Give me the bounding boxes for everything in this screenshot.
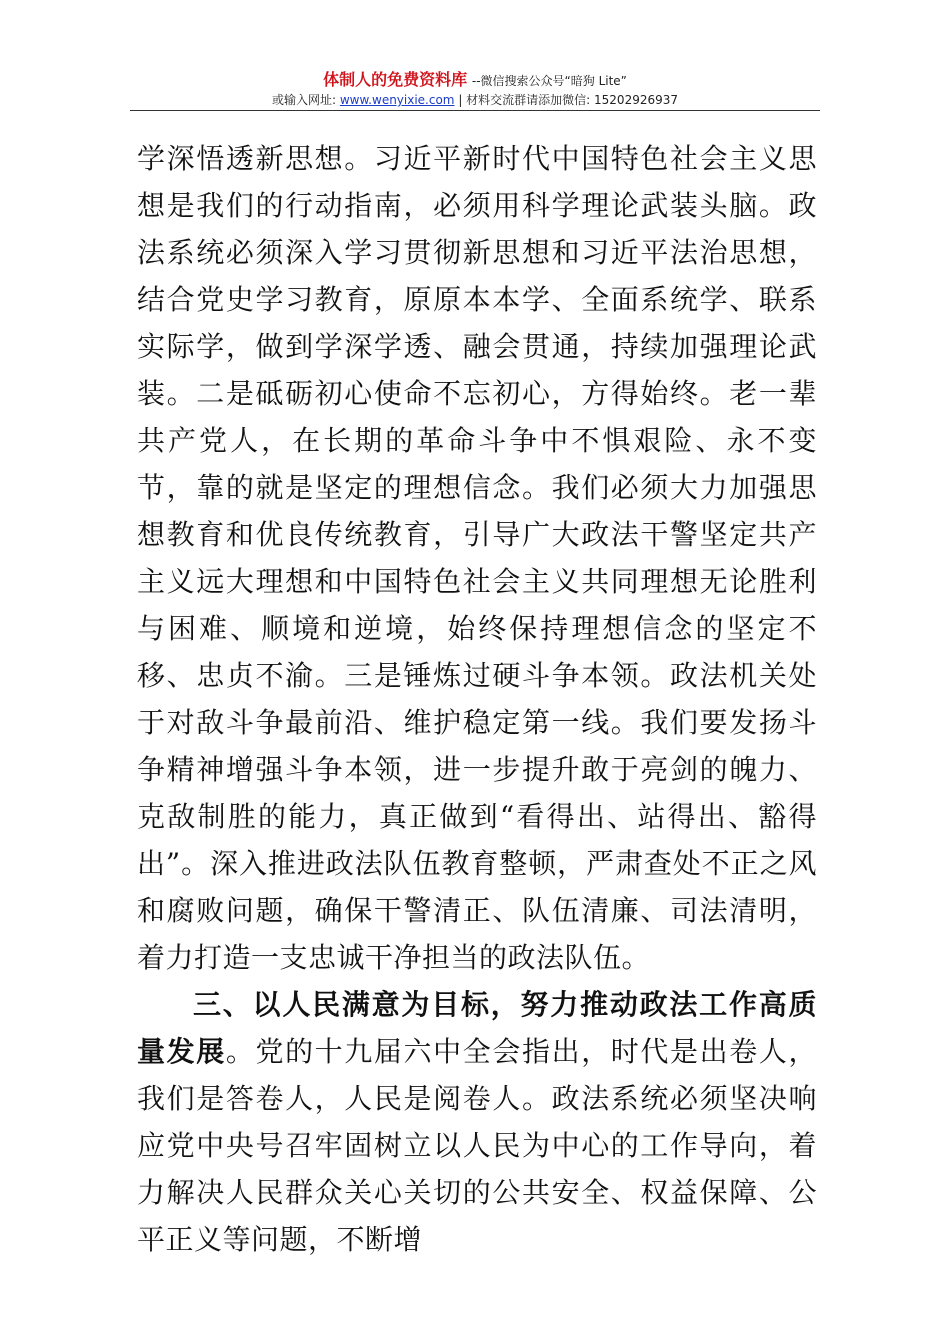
header-title: 体制人的免费资料库 <box>323 70 468 89</box>
header-contact: | 材料交流群请添加微信: 15202926937 <box>454 93 679 107</box>
header-line-1 <box>130 70 820 91</box>
section-heading: 三、以人民满意为目标，努力推动政法工作高质量发展 <box>137 988 817 1068</box>
header-subtitle: --微信搜索公众号“暗狗 Lite” <box>471 74 627 88</box>
header-line-2 <box>130 91 820 109</box>
header-url-prefix: 或输入网址: <box>271 93 340 107</box>
document-body <box>137 135 817 1263</box>
header-divider <box>130 110 820 111</box>
paragraph-2-text: 。党的十九届六中全会指出，时代是出卷人，我们是答卷人，人民是阅卷人。政法系统必须坚决响应党中央号召牢固树立以人民为中心的工作导向，着力解决人民群众关心关切的公共安全、权益保障、公平正义等问题，不断增 <box>137 1035 817 1256</box>
paragraph-2 <box>137 981 817 1263</box>
header-url-link[interactable]: www.wenyixie.com <box>339 93 455 107</box>
paragraph-1: 学深悟透新思想。习近平新时代中国特色社会主义思想是我们的行动指南，必须用科学理论武装头脑。政法系统必须深入学习贯彻新思想和习近平法治思想，结合党史学习教育，原原本本学、全面系统学、联系实际学，做到学深学透、融会贯通，持续加强理论武装。二是砥砺初心使命不忘初心，方得始终。老一辈共产党人，在长期的革命斗争中不惧艰险、永不变节，靠的就是坚定的理想信念。我们必须大力加强思想教育和优良传统教育，引导广大政法干警坚定共产主义远大理想和中国特色社会主义共同理想无论胜利与困难、顺境和逆境，始终保持理想信念的坚定不移、忠贞不渝。三是锤炼过硬斗争本领。政法机关处于对敌斗争最前沿、维护稳定第一线。我们要发扬斗争精神增强斗争本领，进一步提升敢于亮剑的魄力、克敌制胜的能力，真正做到“看得出、站得出、豁得出”。深入推进政法队伍教育整顿，严肃查处不正之风和腐败问题，确保干警清正、队伍清廉、司法清明，着力打造一支忠诚干净担当的政法队伍。 <box>137 142 817 974</box>
page-header <box>130 70 820 109</box>
